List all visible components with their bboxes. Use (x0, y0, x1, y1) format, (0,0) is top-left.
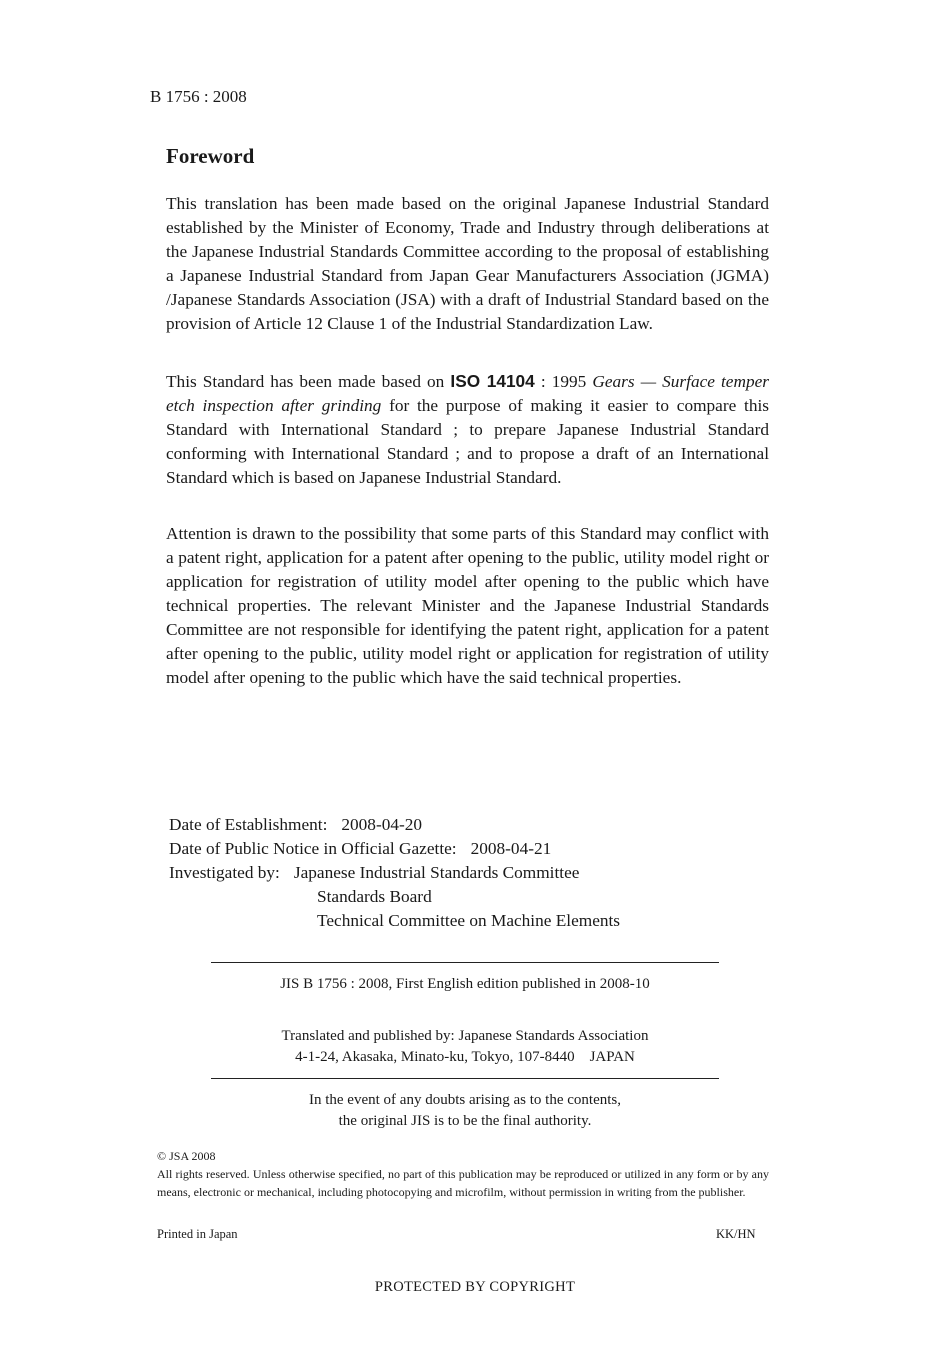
page-title: Foreword (166, 144, 255, 168)
foreword-paragraph-1: This translation has been made based on the original Japanese Industrial Standard established by the Minister of Economy, Trade and Industry through deliberations at the Japanese Industrial Standards Committee according to the proposal of establishing a Japanese Industrial Standard from Japan Gear Manufacturers Association (JGMA) /Japanese Standards Association (JSA) with a draft of Industrial Standard based on the provision of Article 12 Clause 1 of the Industrial Standardization Law. (166, 194, 769, 333)
iso-year: : 1995 (534, 372, 593, 391)
investigated-label: Investigated by: (169, 863, 280, 882)
para2-rest: for the purpose of making it easier to compare this Standard with International Standard ; to prepare Japanese Industrial Standard conforming with International Standard ; and to propose a draft of an International Standard which is based on Japanese Industrial Standard. (166, 396, 769, 487)
foreword-paragraph-3: Attention is drawn to the possibility that some parts of this Standard may conflict with a patent right, application for a patent after opening to the public, utility model right or application for registration of utility model after opening to the public which have technical properties. The relevant Minister and the Japanese Industrial Standards Committee are not responsible for identifying the patent right, application for a patent after opening to the public, utility model right or application for registration of utility model after opening to the public which have the said technical properties. (166, 524, 769, 687)
edition-line: JIS B 1756 : 2008, First English edition published in 2008-10 (280, 976, 650, 992)
establishment-value: 2008-04-20 (341, 815, 423, 834)
printed-in: Printed in Japan (157, 1227, 238, 1241)
foreword-paragraph-2 (166, 369, 769, 490)
address-line: 4-1-24, Akasaka, Minato-ku, Tokyo, 107-8440 JAPAN (295, 1049, 635, 1065)
footer-protected: PROTECTED BY COPYRIGHT (374, 1279, 576, 1295)
rights-statement: All rights reserved. Unless otherwise specified, no part of this publication may be reproduced or utilized in any form or by any means, electronic or mechanical, including photocopying and microfilm, without permission in writing from the publisher. (157, 1167, 769, 1199)
publisher-block (211, 1026, 719, 1068)
print-code: KK/HN (716, 1227, 756, 1241)
iso-reference: ISO 14104 (450, 371, 535, 391)
divider-top (211, 962, 719, 963)
divider-bottom (211, 1078, 719, 1079)
authority-line-2: the original JIS is to be the final authority. (338, 1113, 592, 1129)
copyright-mark: © JSA 2008 (157, 1149, 216, 1163)
investigated-value-2: Standards Board (317, 887, 432, 906)
notice-row (169, 837, 620, 861)
notice-label: Date of Public Notice in Official Gazette: (169, 839, 457, 858)
authority-line-1: In the event of any doubts arising as to the contents, (308, 1092, 621, 1108)
para2-lead: This Standard has been made based on (166, 372, 451, 391)
investigated-row (169, 861, 620, 885)
notice-value: 2008-04-21 (470, 839, 552, 858)
establishment-row (169, 813, 620, 837)
document-code: B 1756 : 2008 (150, 87, 247, 106)
dates-block (169, 813, 620, 933)
iso-title: Gears — Surface temper etch inspection after grinding (166, 372, 769, 415)
investigated-value-3: Technical Committee on Machine Elements (317, 911, 621, 930)
publisher-line: Translated and published by: Japanese Standards Association (281, 1028, 649, 1044)
establishment-label: Date of Establishment: (169, 815, 328, 834)
authority-note (211, 1090, 719, 1132)
investigated-value-1: Japanese Industrial Standards Committee (293, 863, 580, 882)
